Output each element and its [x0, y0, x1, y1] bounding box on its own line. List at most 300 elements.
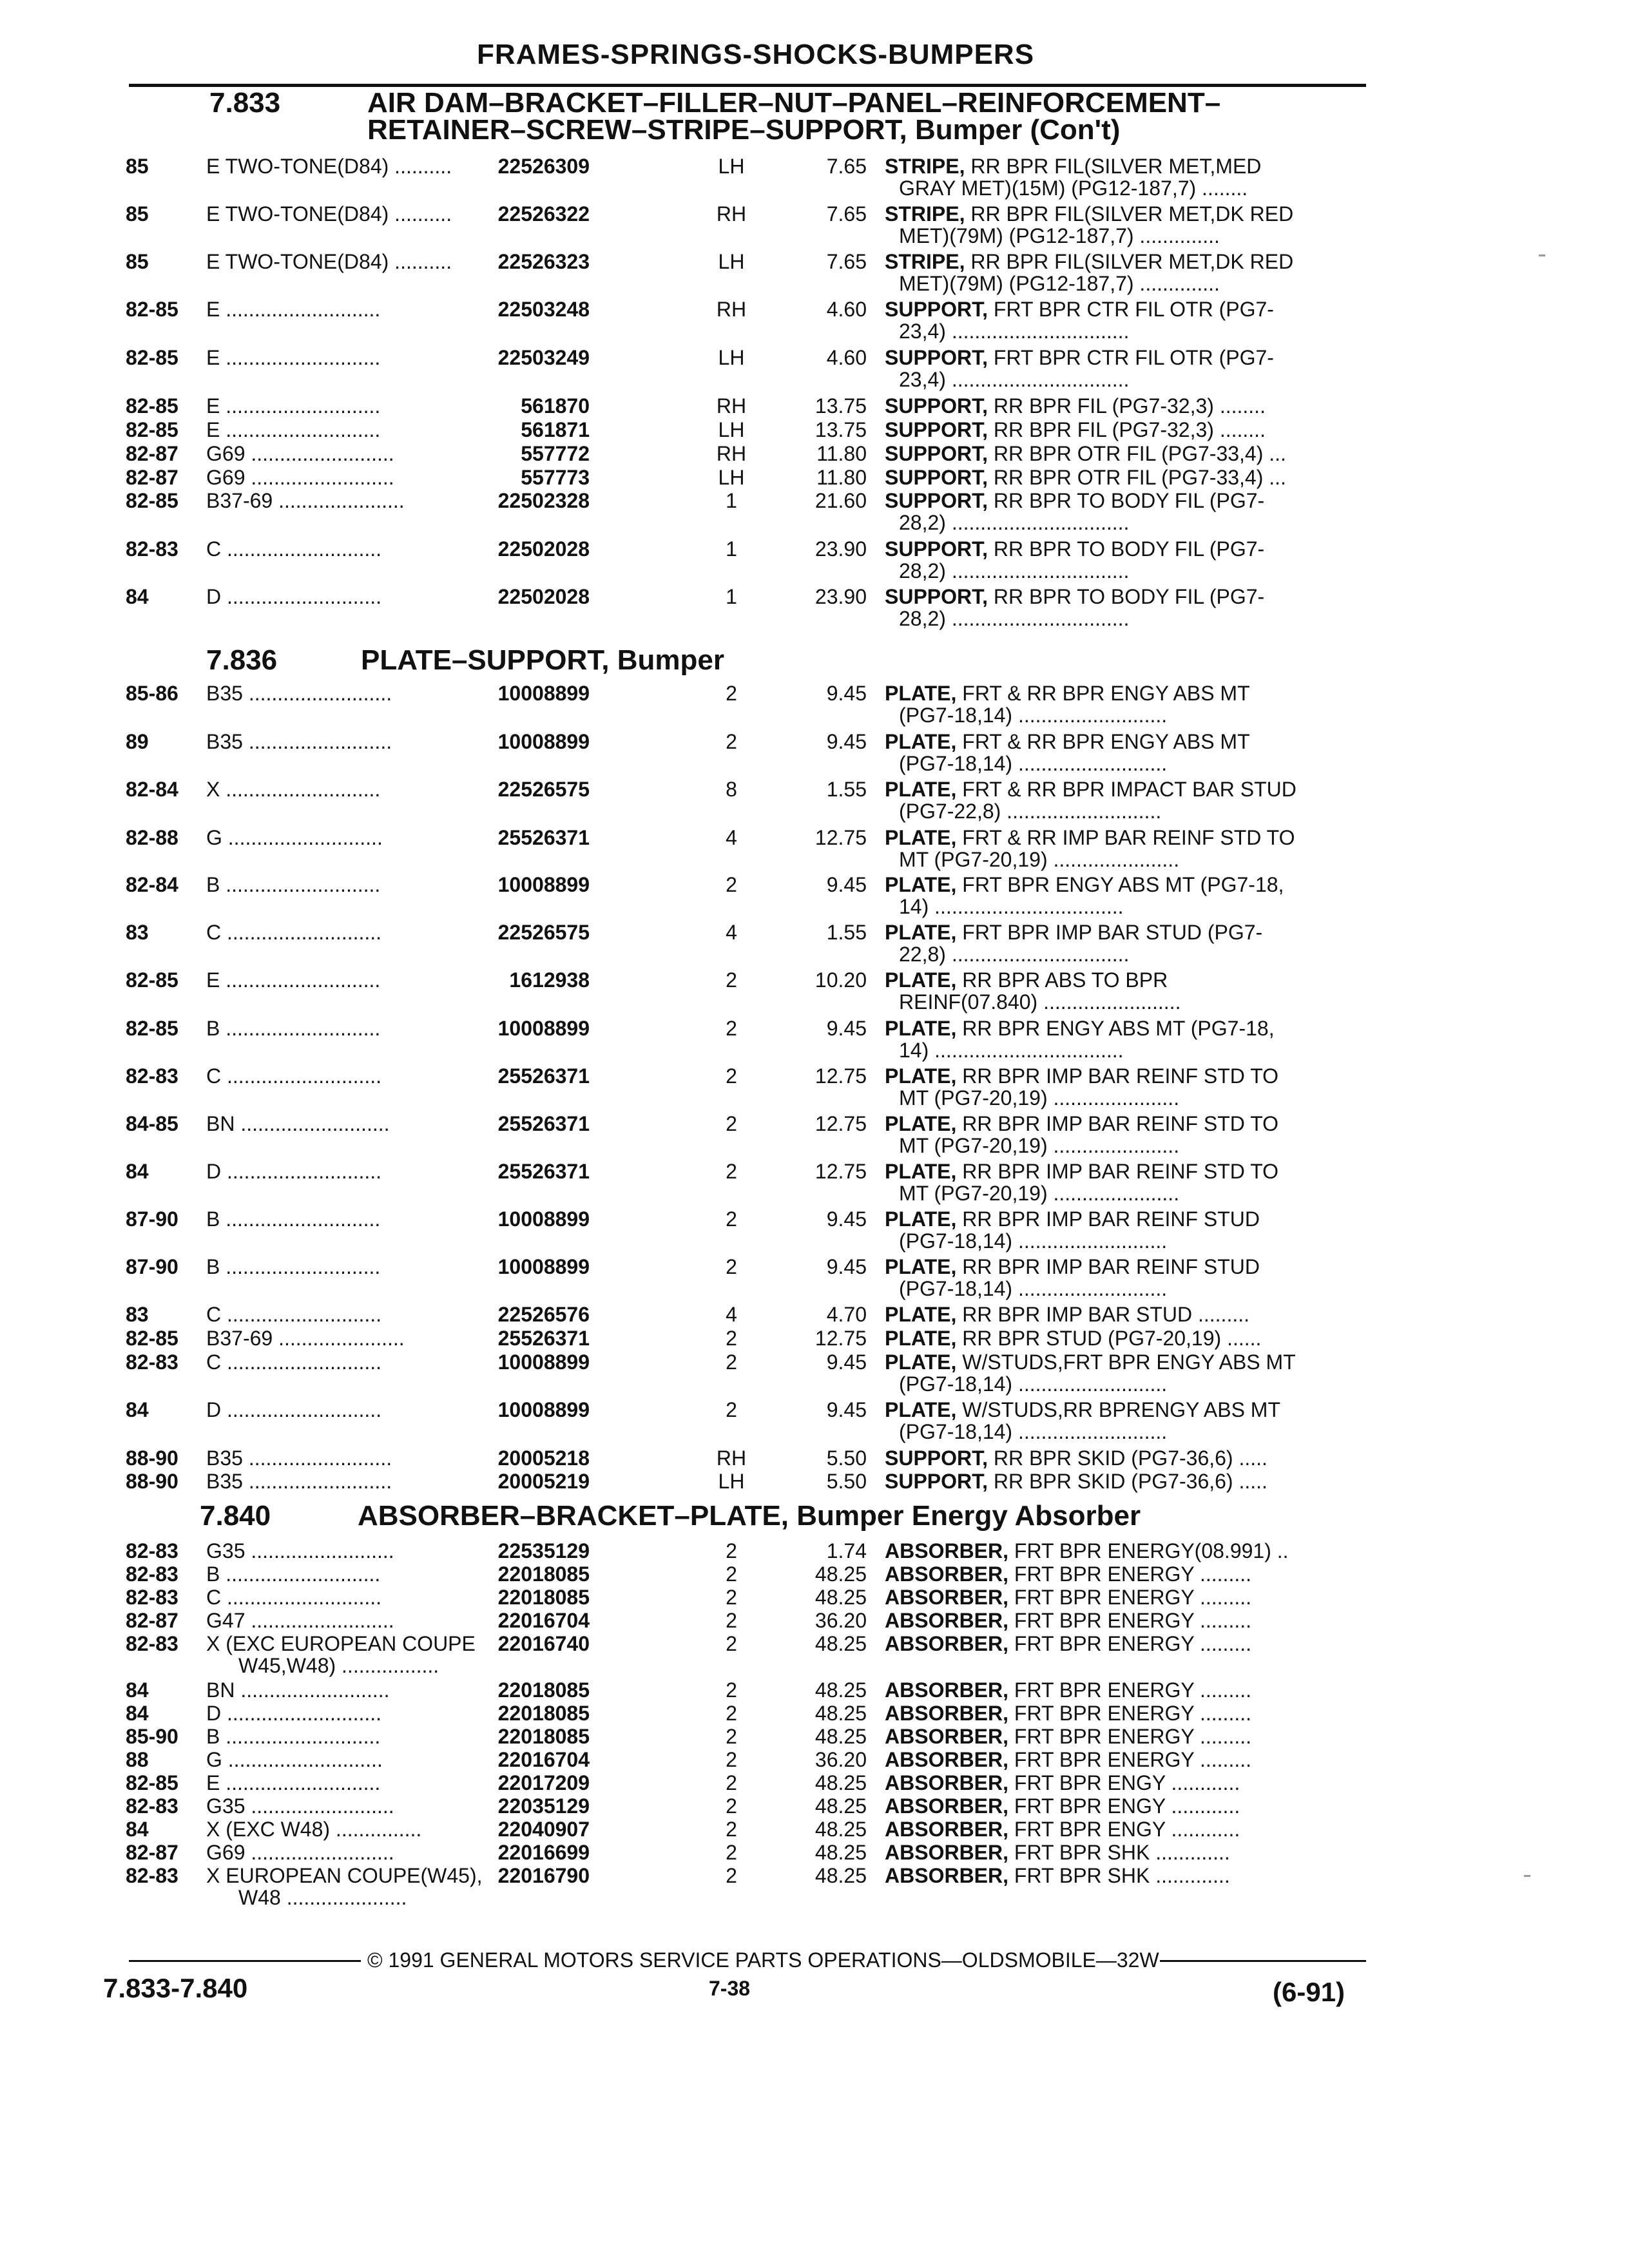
model-option: C ...........................: [206, 921, 382, 944]
quantity: 2: [726, 968, 737, 992]
model-years: 84: [126, 1818, 149, 1841]
model-option: E ...........................: [206, 394, 381, 418]
description-keyword: STRIPE,: [885, 202, 965, 226]
part-number: 1612938: [509, 968, 590, 992]
footer-rule-right: [1160, 1960, 1366, 1962]
price: 7.65: [826, 202, 867, 226]
model-option-continued: W45,W48) .................: [238, 1654, 439, 1677]
model-option: E ...........................: [206, 346, 381, 369]
description-text: RR BPR FIL(SILVER MET,DK RED: [965, 250, 1294, 273]
description-continued: MT (PG7-20,19) ......................: [899, 848, 1180, 871]
model-years: 82-88: [126, 826, 178, 849]
page-header: [129, 37, 1366, 87]
description: [885, 1350, 1374, 1374]
model-option: E TWO-TONE(D84) ..........: [206, 202, 452, 226]
description-text: FRT BPR ENERGY .........: [1008, 1725, 1251, 1748]
scan-speck: [1539, 255, 1545, 256]
price: 9.45: [826, 1350, 867, 1374]
description-continued: (PG7-18,14) ..........................: [899, 752, 1168, 775]
description: [885, 1446, 1374, 1470]
part-number: 22503248: [497, 298, 590, 321]
description-text: RR BPR TO BODY FIL (PG7-: [988, 585, 1265, 608]
model-option: G69 .........................: [206, 1841, 394, 1864]
part-number: 25526371: [497, 826, 590, 849]
description-keyword: SUPPORT,: [885, 1446, 988, 1470]
model-years: 84: [126, 1160, 149, 1183]
quantity: 2: [726, 1064, 737, 1088]
model-option: E ...........................: [206, 1771, 381, 1794]
description-continued: (PG7-18,14) ..........................: [899, 1420, 1168, 1443]
model-years: 82-87: [126, 1609, 178, 1632]
model-years: 82-83: [126, 1864, 178, 1887]
part-number: 22526309: [497, 155, 590, 178]
model-option: D ...........................: [206, 585, 382, 608]
part-number: 22016704: [497, 1609, 590, 1632]
model-option: G35 .........................: [206, 1539, 394, 1562]
part-number: 22502328: [497, 489, 590, 512]
description: [885, 730, 1374, 753]
quantity: 2: [726, 1350, 737, 1374]
part-number: 22018085: [497, 1678, 590, 1702]
quantity: LH: [718, 346, 745, 369]
description-text: FRT BPR ENGY ............: [1008, 1818, 1240, 1841]
description-text: RR BPR FIL(SILVER MET,MED: [965, 155, 1262, 178]
description-text: RR BPR IMP BAR REINF STD TO: [956, 1064, 1279, 1088]
description-keyword: PLATE,: [885, 730, 957, 753]
part-number: 22535129: [497, 1539, 590, 1562]
quantity: 2: [726, 1112, 737, 1135]
model-option: E ...........................: [206, 418, 381, 441]
description-keyword: PLATE,: [885, 921, 957, 944]
description-keyword: STRIPE,: [885, 250, 965, 273]
model-years: 82-84: [126, 778, 178, 801]
quantity: LH: [718, 155, 745, 178]
quantity: 2: [726, 730, 737, 753]
description-continued: GRAY MET)(15M) (PG12-187,7) ........: [899, 177, 1248, 200]
description-text: FRT BPR ENERGY .........: [1008, 1586, 1251, 1609]
description: [885, 466, 1374, 489]
model-option: B35 .........................: [206, 682, 392, 705]
part-number: 22016699: [497, 1841, 590, 1864]
description-keyword: ABSORBER,: [885, 1562, 1009, 1586]
model-option: D ...........................: [206, 1160, 382, 1183]
description-continued: 22,8) ...............................: [899, 943, 1130, 966]
part-number: 22016704: [497, 1748, 590, 1771]
description-keyword: SUPPORT,: [885, 537, 988, 561]
description-keyword: ABSORBER,: [885, 1725, 1009, 1748]
model-option: B ...........................: [206, 1255, 381, 1278]
model-years: 82-83: [126, 1562, 178, 1586]
description: [885, 1255, 1374, 1278]
description-text: RR BPR IMP BAR REINF STD TO: [956, 1112, 1279, 1135]
price: 48.25: [815, 1818, 867, 1841]
part-number: 25526371: [497, 1064, 590, 1088]
price: 10.20: [815, 968, 867, 992]
model-option: X EUROPEAN COUPE(W45),: [206, 1864, 483, 1887]
price: 7.65: [826, 155, 867, 178]
description: [885, 1586, 1374, 1609]
part-number: 22018085: [497, 1702, 590, 1725]
quantity: 2: [726, 1562, 737, 1586]
model-option: B35 .........................: [206, 730, 392, 753]
quantity: 1: [726, 537, 737, 561]
model-option: G35 .........................: [206, 1794, 394, 1818]
part-number: 22526322: [497, 202, 590, 226]
price: 4.70: [826, 1303, 867, 1326]
part-number: 22017209: [497, 1771, 590, 1794]
model-years: 82-84: [126, 873, 178, 896]
description: [885, 682, 1374, 705]
description-keyword: PLATE,: [885, 1160, 957, 1183]
price: 9.45: [826, 1255, 867, 1278]
part-number: 22016790: [497, 1864, 590, 1887]
section-number: 7.836: [206, 644, 278, 676]
quantity: RH: [716, 298, 747, 321]
part-number: 22502028: [497, 537, 590, 561]
description-text: RR BPR SKID (PG7-36,6) .....: [988, 1470, 1268, 1493]
price: 11.80: [816, 466, 867, 489]
model-years: 84: [126, 1702, 149, 1725]
part-number: 22526575: [497, 921, 590, 944]
description: [885, 1539, 1374, 1562]
price: 12.75: [815, 1064, 867, 1088]
price: 23.90: [815, 585, 867, 608]
quantity: RH: [716, 442, 747, 465]
quantity: 4: [726, 826, 737, 849]
model-option: B35 .........................: [206, 1470, 392, 1493]
part-number: 10008899: [497, 873, 590, 896]
quantity: 4: [726, 921, 737, 944]
quantity: 2: [726, 1255, 737, 1278]
price: 4.60: [826, 298, 867, 321]
part-number: 22526323: [497, 250, 590, 273]
description-text: RR BPR IMP BAR STUD .........: [956, 1303, 1249, 1326]
quantity: 2: [726, 1771, 737, 1794]
description-text: FRT BPR ENGY ............: [1008, 1771, 1240, 1794]
price: 7.65: [826, 250, 867, 273]
model-years: 82-85: [126, 298, 178, 321]
part-number: 557773: [521, 466, 590, 489]
model-option: E ...........................: [206, 968, 381, 992]
description-keyword: ABSORBER,: [885, 1818, 1009, 1841]
quantity: 2: [726, 1586, 737, 1609]
description: [885, 1748, 1374, 1771]
description-keyword: SUPPORT,: [885, 418, 988, 441]
description: [885, 1017, 1374, 1040]
description: [885, 1702, 1374, 1725]
model-option: BN ..........................: [206, 1112, 390, 1135]
model-years: 87-90: [126, 1255, 178, 1278]
price: 1.74: [826, 1539, 867, 1562]
scan-speck: [1524, 1875, 1530, 1877]
description-keyword: PLATE,: [885, 1350, 957, 1374]
description-keyword: ABSORBER,: [885, 1748, 1009, 1771]
price: 48.25: [815, 1794, 867, 1818]
description-continued: (PG7-18,14) ..........................: [899, 1372, 1168, 1396]
description-text: RR BPR ENGY ABS MT (PG7-18,: [956, 1017, 1275, 1040]
description-text: FRT BPR CTR FIL OTR (PG7-: [988, 346, 1274, 369]
price: 12.75: [815, 826, 867, 849]
part-number: 561870: [521, 394, 590, 418]
quantity: RH: [716, 394, 747, 418]
price: 48.25: [815, 1702, 867, 1725]
quantity: 2: [726, 1702, 737, 1725]
model-years: 82-83: [126, 1586, 178, 1609]
description: [885, 1112, 1374, 1135]
price: 36.20: [815, 1748, 867, 1771]
description-continued: MT (PG7-20,19) ......................: [899, 1086, 1180, 1110]
model-years: 82-85: [126, 394, 178, 418]
price: 48.25: [815, 1771, 867, 1794]
description-text: FRT BPR ENERGY .........: [1008, 1609, 1251, 1632]
price: 13.75: [815, 394, 867, 418]
description-continued: 28,2) ...............................: [899, 511, 1130, 534]
model-years: 82-85: [126, 489, 178, 512]
description-keyword: SUPPORT,: [885, 346, 988, 369]
description-keyword: PLATE,: [885, 1255, 957, 1278]
model-years: 82-83: [126, 1794, 178, 1818]
description: [885, 1160, 1374, 1183]
quantity: 2: [726, 1748, 737, 1771]
description-keyword: PLATE,: [885, 968, 957, 992]
description-keyword: SUPPORT,: [885, 466, 988, 489]
part-number: 22035129: [497, 1794, 590, 1818]
section-title: AIR DAM–BRACKET–FILLER–NUT–PANEL–REINFORCEMENT–: [367, 87, 1221, 119]
quantity: 2: [726, 1841, 737, 1864]
model-years: 82-83: [126, 537, 178, 561]
description: [885, 778, 1374, 801]
price: 4.60: [826, 346, 867, 369]
description: [885, 921, 1374, 944]
description: [885, 1725, 1374, 1748]
description-keyword: ABSORBER,: [885, 1609, 1009, 1632]
part-number: 25526371: [497, 1327, 590, 1350]
description-keyword: PLATE,: [885, 1017, 957, 1040]
description-text: FRT & RR IMP BAR REINF STD TO: [956, 826, 1295, 849]
page-title: FRAMES-SPRINGS-SHOCKS-BUMPERS: [477, 39, 1035, 70]
part-number: 20005218: [497, 1446, 590, 1470]
description-continued: (PG7-18,14) ..........................: [899, 1277, 1168, 1300]
model-option: G69 .........................: [206, 442, 394, 465]
model-option: G ...........................: [206, 1748, 383, 1771]
model-option-continued: W48 .....................: [238, 1886, 407, 1909]
price: 21.60: [815, 489, 867, 512]
section-number: 7.833: [209, 87, 281, 119]
model-years: 88: [126, 1748, 149, 1771]
part-number: 20005219: [497, 1470, 590, 1493]
section-number: 7.840: [200, 1500, 271, 1532]
model-years: 82-85: [126, 1771, 178, 1794]
part-number: 10008899: [497, 730, 590, 753]
price: 12.75: [815, 1160, 867, 1183]
quantity: LH: [718, 250, 745, 273]
quantity: RH: [716, 202, 747, 226]
part-number: 22526575: [497, 778, 590, 801]
description-keyword: ABSORBER,: [885, 1841, 1009, 1864]
price: 11.80: [816, 442, 867, 465]
model-option: C ...........................: [206, 1064, 382, 1088]
quantity: 8: [726, 778, 737, 801]
description-text: FRT BPR IMP BAR STUD (PG7-: [956, 921, 1263, 944]
quantity: LH: [718, 418, 745, 441]
description-continued: 14) .................................: [899, 1039, 1124, 1062]
model-years: 88-90: [126, 1470, 178, 1493]
price: 1.55: [826, 778, 867, 801]
description-keyword: ABSORBER,: [885, 1678, 1009, 1702]
section-title-continued: RETAINER–SCREW–STRIPE–SUPPORT, Bumper (Con't): [367, 114, 1121, 146]
model-years: 84: [126, 1398, 149, 1421]
quantity: 2: [726, 1864, 737, 1887]
description-keyword: SUPPORT,: [885, 585, 988, 608]
description-continued: REINF(07.840) ........................: [899, 990, 1181, 1014]
section-title: ABSORBER–BRACKET–PLATE, Bumper Energy Absorber: [358, 1500, 1141, 1532]
price: 13.75: [815, 418, 867, 441]
model-years: 82-83: [126, 1350, 178, 1374]
part-number: 22040907: [497, 1818, 590, 1841]
description: [885, 1064, 1374, 1088]
model-years: 82-85: [126, 346, 178, 369]
description-text: FRT BPR ENERGY .........: [1008, 1562, 1251, 1586]
model-option: B37-69 ......................: [206, 1327, 405, 1350]
description-continued: (PG7-22,8) ...........................: [899, 800, 1162, 823]
description-keyword: ABSORBER,: [885, 1632, 1009, 1655]
part-number: 10008899: [497, 1255, 590, 1278]
model-years: 82-85: [126, 968, 178, 992]
description-keyword: PLATE,: [885, 1398, 957, 1421]
description: [885, 537, 1374, 561]
description: [885, 1562, 1374, 1586]
description-continued: (PG7-18,14) ..........................: [899, 1229, 1168, 1253]
model-option: B ...........................: [206, 1562, 381, 1586]
description-text: RR BPR FIL(SILVER MET,DK RED: [965, 202, 1294, 226]
part-number: 22018085: [497, 1725, 590, 1748]
model-option: D ...........................: [206, 1702, 382, 1725]
footer-page-number: 7-38: [709, 1977, 751, 2000]
quantity: RH: [716, 1446, 747, 1470]
model-option: X ...........................: [206, 778, 381, 801]
part-number: 25526371: [497, 1112, 590, 1135]
quantity: 1: [726, 585, 737, 608]
description-keyword: SUPPORT,: [885, 489, 988, 512]
description: [885, 1794, 1374, 1818]
model-option: B ...........................: [206, 873, 381, 896]
description-text: RR BPR IMP BAR REINF STUD: [956, 1255, 1260, 1278]
description-continued: MT (PG7-20,19) ......................: [899, 1182, 1180, 1205]
description: [885, 1327, 1374, 1350]
description: [885, 968, 1374, 992]
description-keyword: PLATE,: [885, 1207, 957, 1231]
price: 48.25: [815, 1864, 867, 1887]
footer-date-code: (6-91): [1273, 1977, 1345, 2007]
quantity: 2: [726, 1207, 737, 1231]
description-text: W/STUDS,FRT BPR ENGY ABS MT: [956, 1350, 1296, 1374]
description-text: RR BPR OTR FIL (PG7-33,4) ...: [988, 466, 1286, 489]
description-text: RR BPR ABS TO BPR: [956, 968, 1168, 992]
price: 9.45: [826, 682, 867, 705]
description-keyword: PLATE,: [885, 826, 957, 849]
description-text: FRT BPR ENGY ABS MT (PG7-18,: [956, 873, 1284, 896]
part-number: 10008899: [497, 682, 590, 705]
description-keyword: ABSORBER,: [885, 1794, 1009, 1818]
model-option: C ...........................: [206, 1350, 382, 1374]
model-option: G ...........................: [206, 826, 383, 849]
model-years: 87-90: [126, 1207, 178, 1231]
quantity: 2: [726, 1794, 737, 1818]
description: [885, 1818, 1374, 1841]
quantity: 1: [726, 489, 737, 512]
description-keyword: STRIPE,: [885, 155, 965, 178]
description-text: RR BPR IMP BAR REINF STUD: [956, 1207, 1260, 1231]
description: [885, 1470, 1374, 1493]
model-years: 85: [126, 202, 149, 226]
description-keyword: SUPPORT,: [885, 298, 988, 321]
model-years: 82-87: [126, 466, 178, 489]
description: [885, 826, 1374, 849]
model-years: 82-83: [126, 1632, 178, 1655]
description-keyword: SUPPORT,: [885, 1470, 988, 1493]
description-text: FRT BPR SHK .............: [1008, 1864, 1230, 1887]
model-option: X (EXC W48) ...............: [206, 1818, 422, 1841]
part-number: 10008899: [497, 1350, 590, 1374]
description-text: RR BPR SKID (PG7-36,6) .....: [988, 1446, 1268, 1470]
model-years: 82-85: [126, 1327, 178, 1350]
description-text: FRT BPR ENERGY .........: [1008, 1678, 1251, 1702]
description-keyword: PLATE,: [885, 1327, 957, 1350]
description-text: RR BPR FIL (PG7-32,3) ........: [988, 394, 1266, 418]
quantity: 2: [726, 1632, 737, 1655]
description-continued: MT (PG7-20,19) ......................: [899, 1134, 1180, 1157]
description-keyword: PLATE,: [885, 682, 957, 705]
model-years: 84: [126, 1678, 149, 1702]
part-number: 22016740: [497, 1632, 590, 1655]
part-number: 10008899: [497, 1207, 590, 1231]
description-continued: 23,4) ...............................: [899, 368, 1130, 391]
description-continued: MET)(79M) (PG12-187,7) ..............: [899, 224, 1220, 247]
quantity: 2: [726, 1818, 737, 1841]
model-years: 83: [126, 921, 149, 944]
description-text: FRT BPR ENERGY(08.991) ..: [1008, 1539, 1289, 1562]
model-option: C ...........................: [206, 537, 382, 561]
part-number: 22018085: [497, 1586, 590, 1609]
quantity: 2: [726, 1398, 737, 1421]
description-text: FRT BPR ENERGY .........: [1008, 1748, 1251, 1771]
model-years: 85-86: [126, 682, 178, 705]
model-option: BN ..........................: [206, 1678, 390, 1702]
model-option: C ...........................: [206, 1586, 382, 1609]
price: 48.25: [815, 1725, 867, 1748]
description: [885, 1303, 1374, 1326]
model-option: X (EXC EUROPEAN COUPE: [206, 1632, 476, 1655]
description: [885, 250, 1374, 273]
price: 48.25: [815, 1678, 867, 1702]
part-number: 10008899: [497, 1017, 590, 1040]
description-continued: MET)(79M) (PG12-187,7) ..............: [899, 272, 1220, 295]
model-years: 84: [126, 585, 149, 608]
model-years: 85: [126, 155, 149, 178]
model-option: B ...........................: [206, 1017, 381, 1040]
model-years: 85: [126, 250, 149, 273]
model-option: E TWO-TONE(D84) ..........: [206, 250, 452, 273]
description-continued: 23,4) ...............................: [899, 320, 1130, 343]
model-years: 82-83: [126, 1064, 178, 1088]
description: [885, 155, 1374, 178]
model-option: C ...........................: [206, 1303, 382, 1326]
description-text: FRT & RR BPR ENGY ABS MT: [956, 730, 1250, 753]
price: 5.50: [826, 1446, 867, 1470]
quantity: 2: [726, 1160, 737, 1183]
footer-rule-left: [129, 1960, 361, 1962]
model-years: 84-85: [126, 1112, 178, 1135]
